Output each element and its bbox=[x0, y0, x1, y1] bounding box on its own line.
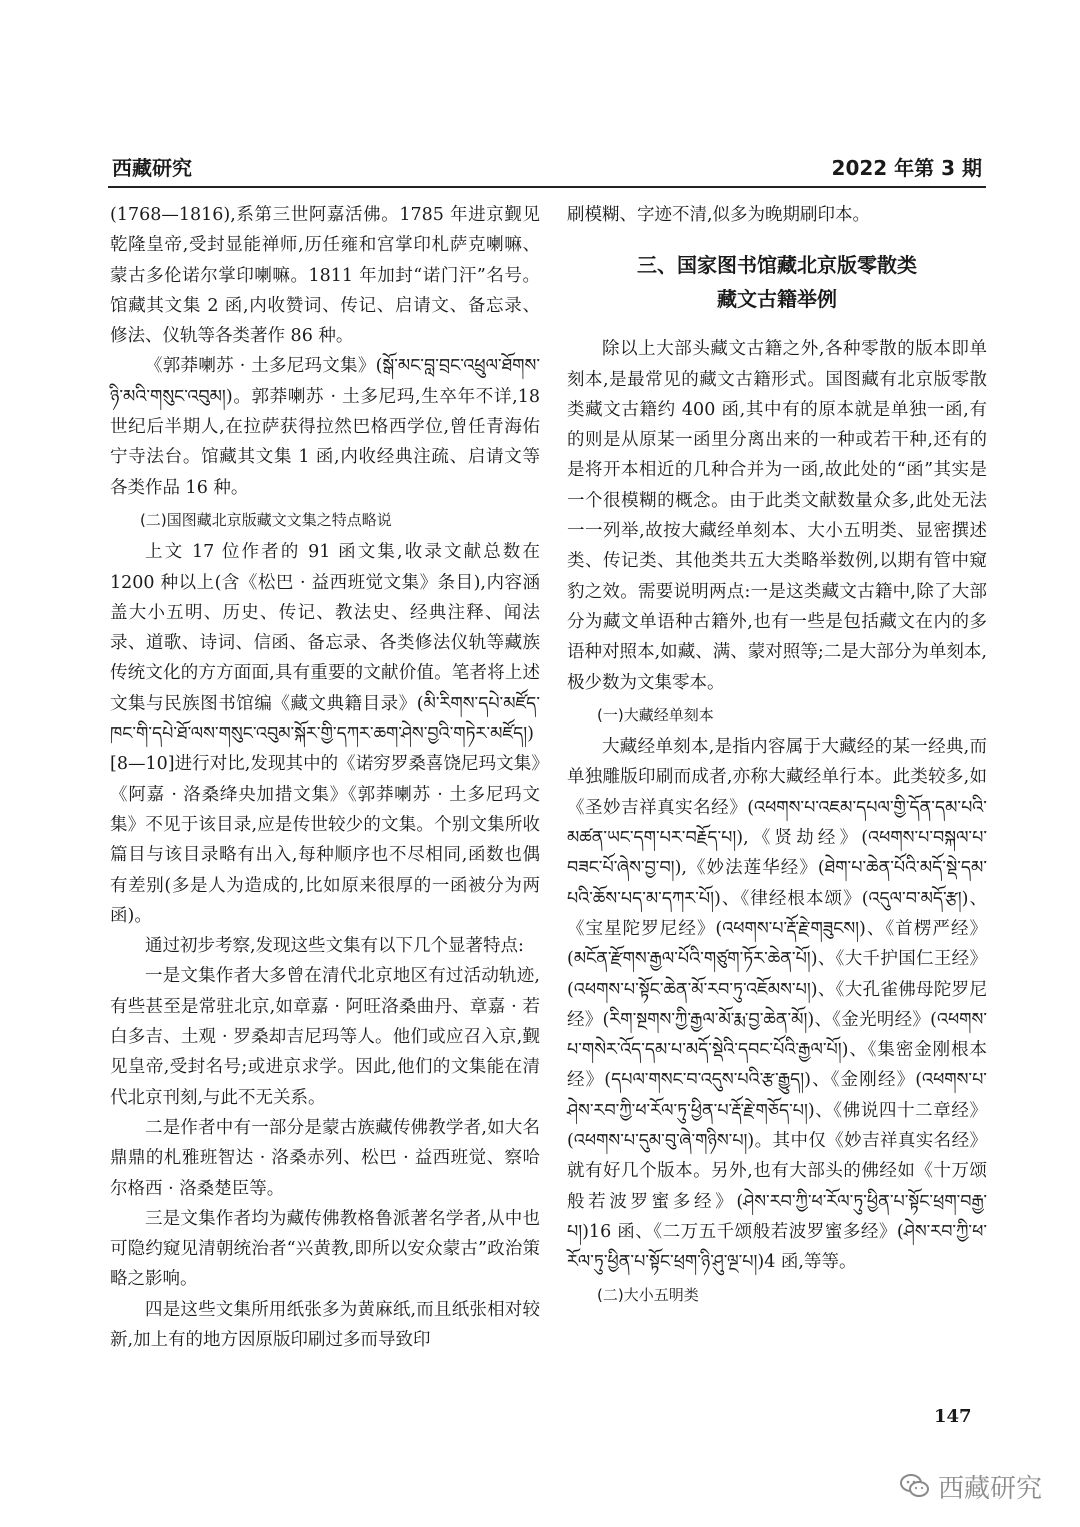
paragraph: (1768—1816),系第三世阿嘉活佛。1785 年进京觐见乾隆皇帝,受封显能禅师,历任雍和宫掌印札萨克喇嘛、蒙古多伦诺尔掌印喇嘛。1811 年加封“诺门汗”名号。馆藏其文集 2 函,内收赞词、传记、启请文、备忘录、修法、仪轨等各类著作 86 种。 bbox=[110, 205, 540, 347]
wechat-icon bbox=[900, 1473, 930, 1499]
paragraph: 上文 17 位作者的 91 函文集,收录文献总数在 1200 种以上(含《松巴 · 益西班觉文集》条目),内容涵盖大小五明、历史、传记、教法史、经典注释、闻法录、道歌、诗词、信函、备忘录、各类修法仪轨等藏族传统文化的方方面面,具有重要的文献价值。笔者将上述文集与民族图书馆编《藏文典籍目录》(མི་རིགས་དཔེ་མཛོད་ཁང་གི་དཔེ་ཐོ་ལས་གསུང་འབུམ་སྐོར་གྱི་དཀར་ཆག་ཤེས་བྱའི་གཏེར་མཛོད།)[8—10]进行对比,发现其中的《诺穷罗桑喜饶尼玛文集》《阿嘉 · 洛桑绛央加措文集》《郭莽喇苏 · 土多尼玛文集》不见于该目录,应是传世较少的文集。个别文集所收篇目与该目录略有出入,每种顺序也不尽相同,函数也偶有差别(多是人为造成的,比如原来很厚的一函被分为两函)。 bbox=[110, 542, 540, 926]
section-title bbox=[567, 248, 987, 316]
section-title-line: 藏文古籍举例 bbox=[717, 287, 837, 312]
paragraph: 四是这些文集所用纸张多为黄麻纸,而且纸张相对较新,加上有的地方因原版印刷过多而导致印 bbox=[110, 1299, 540, 1350]
subheading: (二)大小五明类 bbox=[597, 1285, 699, 1304]
watermark-label: 西藏研究 bbox=[938, 1473, 1043, 1504]
subheading: (一)大藏经单刻本 bbox=[597, 705, 714, 724]
section-title-line: 三、国家图书馆藏北京版零散类 bbox=[637, 253, 917, 278]
paragraph: 一是文集作者大多曾在清代北京地区有过活动轨迹,有些甚至是常驻北京,如章嘉 · 阿旺洛桑曲丹、章嘉 · 若白多吉、土观 · 罗桑却吉尼玛等人。他们或应召入京,觐见皇帝,受封名号;或进京求学。因此,他们的文集能在清代北京刊刻,与此不无关系。 bbox=[110, 966, 540, 1108]
paragraph: 《郭莽喇苏 · 土多尼玛文集》(སྒོ་མང་བླ་བྲང་འཕྲུལ་ཐོགས་ཉི་མའི་གསུང་འབུམ།)。郭莽喇苏 · 土多尼玛,生卒年不详,18 世纪后半期人,在拉萨获得拉然巴格西学位,曾任青海佑宁寺法台。馆藏其文集 1 函,内收经典注疏、启请文等各类作品 16 种。 bbox=[110, 356, 540, 498]
paragraph: 二是作者中有一部分是蒙古族藏传佛教学者,如大名鼎鼎的札雅班智达 · 洛桑赤列、松巴 · 益西班觉、察哈尔格西 · 洛桑楚臣等。 bbox=[110, 1117, 540, 1199]
subheading: (二)国图藏北京版藏文文集之特点略说 bbox=[140, 510, 392, 529]
journal-name: 西藏研究 bbox=[112, 156, 192, 180]
paragraph: 三是文集作者均为藏传佛教格鲁派著名学者,从中也可隐约窥见清朝统治者“兴黄教,即所以安众蒙古”政治策略之影响。 bbox=[110, 1208, 540, 1290]
right-column bbox=[567, 200, 987, 1312]
running-header bbox=[108, 150, 986, 188]
watermark bbox=[900, 1466, 1042, 1506]
paragraph: 大藏经单刻本,是指内容属于大藏经的某一经典,而单独雕版印刷而成者,亦称大藏经单行本。此类较多,如《圣妙吉祥真实名经》(འཕགས་པ་འཇམ་དཔལ་གྱི་དོན་དམ་པའི་མཚན་ཡང་དག་པར་བརྗོད་པ།),《贤劫经》(འཕགས་པ་བསྐལ་པ་བཟང་པོ་ཞེས་བྱ་བ།),《妙法莲华经》(ཐེག་པ་ཆེན་པོའི་མདོ་སྡེ་དམ་པའི་ཆོས་པད་མ་དཀར་པོ།)、《律经根本颂》(འདུལ་བ་མདོ་རྩ།)、《宝星陀罗尼经》(འཕགས་པ་རྡོ་རྗེ་གཟུངས།)、《首楞严经》(མངོན་རྫོགས་རྒྱལ་པོའི་གཙུག་ཏོར་ཆེན་པོ།)、《大千护国仁王经》(འཕགས་པ་སྟོང་ཆེན་མོ་རབ་ཏུ་འཇོམས་པ།)、《大孔雀佛母陀罗尼经》(རིག་སྔགས་ཀྱི་རྒྱལ་མོ་རྨ་བྱ་ཆེན་མོ།)、《金光明经》(འཕགས་པ་གསེར་འོད་དམ་པ་མདོ་སྡེའི་དབང་པོའི་རྒྱལ་པོ།)、《集密金刚根本经》(དཔལ་གསང་བ་འདུས་པའི་རྩ་རྒྱུད།)、《金刚经》(འཕགས་པ་ཤེས་རབ་ཀྱི་ཕ་རོལ་ཏུ་ཕྱིན་པ་རྡོ་རྗེ་གཅོད་པ།)、《佛说四十二章经》(འཕགས་པ་དུམ་བུ་ཞེ་གཉིས་པ།)。其中仅《妙吉祥真实名经》就有好几个版本。另外,也有大部头的佛经如《十万颂般若波罗蜜多经》(ཤེས་རབ་ཀྱི་ཕ་རོལ་ཏུ་ཕྱིན་པ་སྟོང་ཕྲག་བརྒྱ་པ།)16 函、《二万五千颂般若波罗蜜多经》(ཤེས་རབ་ཀྱི་ཕ་རོལ་ཏུ་ཕྱིན་པ་སྟོང་ཕྲག་ཉི་ཤུ་ལྔ་པ།)4 函,等等。 bbox=[567, 737, 987, 1273]
left-column bbox=[110, 200, 540, 1355]
paragraph: 通过初步考察,发现这些文集有以下几个显著特点: bbox=[145, 936, 524, 957]
paragraph: 刷模糊、字迹不清,似多为晚期刷印本。 bbox=[567, 205, 871, 225]
paragraph: 除以上大部头藏文古籍之外,各种零散的版本即单刻本,是最常见的藏文古籍形式。国图藏有北京版零散类藏文古籍约 400 函,其中有的原本就是单独一函,有的则是从原某一函里分离出来的一种或若干种,还有的是将开本相近的几种合并为一函,故此处的“函”其实是一个很模糊的概念。由于此类文献数量众多,此处无法一一列举,故按大藏经单刻本、大小五明类、显密撰述类、传记类、其他类共五大类略举数例,以期有管中窥豹之效。需要说明两点:一是这类藏文古籍中,除了大部分为藏文单语种古籍外,也有一些是包括藏文在内的多语种对照本,如藏、满、蒙对照等;二是大部分为单刻本,极少数为文集零本。 bbox=[567, 339, 987, 693]
issue-label: 2022 年第 3 期 bbox=[831, 156, 982, 180]
page-number: 147 bbox=[934, 1406, 972, 1427]
